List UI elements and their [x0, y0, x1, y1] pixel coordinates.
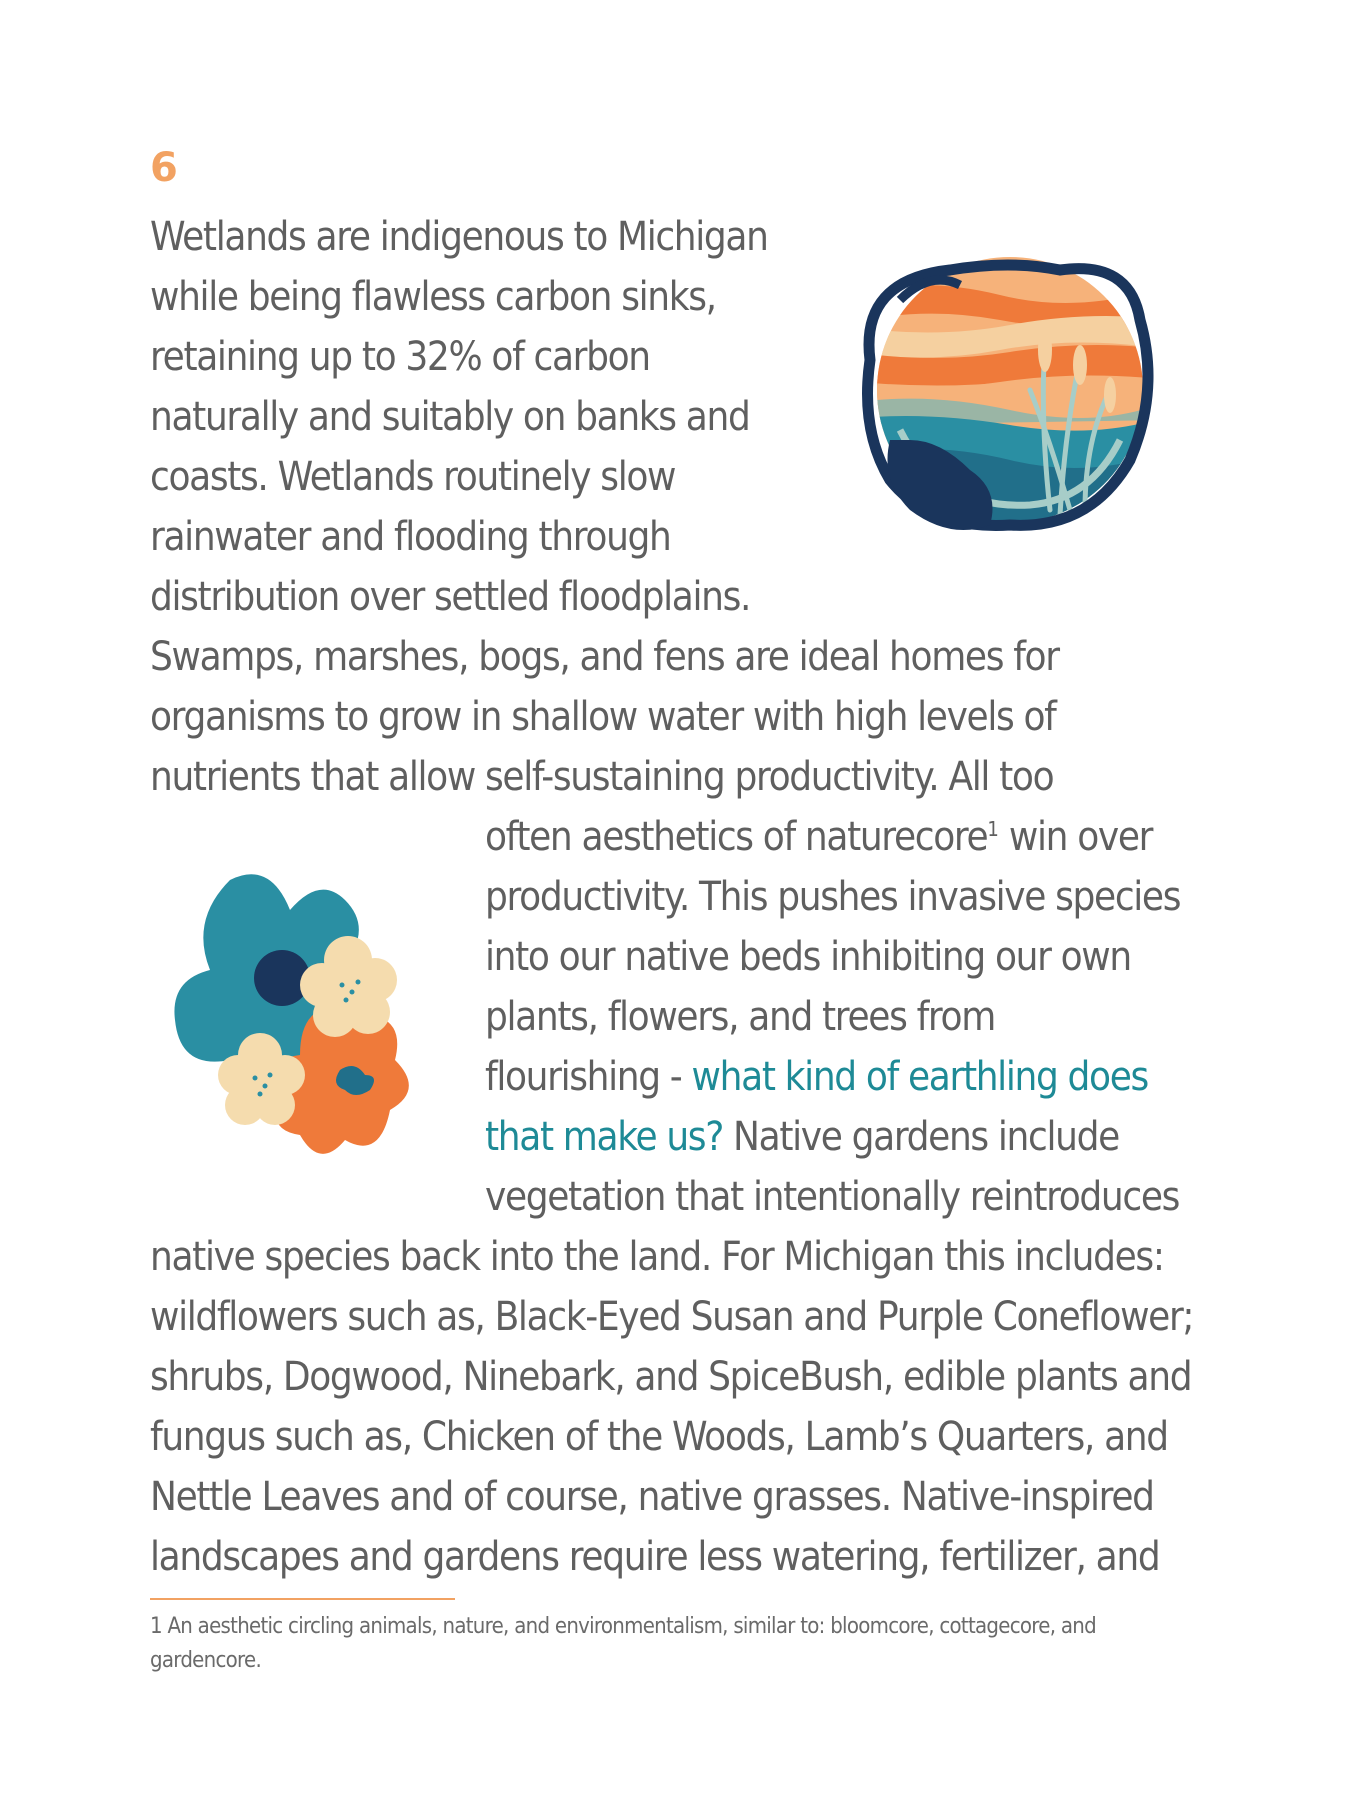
- footnote-rule: [150, 1598, 455, 1600]
- flowers-illustration: [170, 860, 440, 1190]
- body-line: coasts. Wetlands routinely slow: [150, 454, 676, 500]
- body-line: Nettle Leaves and of course, native grasses. Native-inspired: [150, 1474, 1154, 1520]
- footnote-line: 1 An aesthetic circling animals, nature, and environmentalism, similar to: bloomcore, cottagecore, and: [150, 1614, 1096, 1639]
- body-line: native species back into the land. For Michigan this includes:: [150, 1234, 1164, 1280]
- body-line: into our native beds inhibiting our own: [485, 934, 1131, 980]
- body-line: wildflowers such as, Black-Eyed Susan and Purple Coneflower;: [150, 1294, 1194, 1340]
- body-line: shrubs, Dogwood, Ninebark, and SpiceBush, edible plants and: [150, 1354, 1192, 1400]
- body-line: Wetlands are indigenous to Michigan: [150, 214, 768, 260]
- body-line: rainwater and flooding through: [150, 514, 671, 560]
- body-line: distribution over settled floodplains.: [150, 574, 751, 620]
- body-line: naturally and suitably on banks and: [150, 394, 750, 440]
- highlighted-question-end: that make us?: [485, 1114, 723, 1160]
- highlighted-question: what kind of earthling does: [691, 1054, 1148, 1100]
- body-line: landscapes and gardens require less watering, fertilizer, and: [150, 1534, 1160, 1580]
- body-line: vegetation that intentionally reintroduces: [485, 1174, 1180, 1220]
- wetland-sunset-illustration: [840, 240, 1170, 550]
- footnote-marker[interactable]: 1: [987, 817, 999, 841]
- body-line: nutrients that allow self-sustaining productivity. All too: [150, 754, 1054, 800]
- body-line: fungus such as, Chicken of the Woods, Lamb’s Quarters, and: [150, 1414, 1168, 1460]
- body-line: Swamps, marshes, bogs, and fens are ideal homes for: [150, 634, 1059, 680]
- body-line: flourishing - what kind of earthling does: [485, 1054, 1148, 1100]
- body-line: that make us? Native gardens include: [485, 1114, 1119, 1160]
- body-line: while being flawless carbon sinks,: [150, 274, 716, 320]
- footnote-line: gardencore.: [150, 1648, 262, 1673]
- body-line: retaining up to 32% of carbon: [150, 334, 650, 380]
- body-line: organisms to grow in shallow water with high levels of: [150, 694, 1056, 740]
- page-number: 6: [150, 145, 178, 191]
- body-line: productivity. This pushes invasive species: [485, 874, 1181, 920]
- body-line: plants, flowers, and trees from: [485, 994, 995, 1040]
- body-line: often aesthetics of naturecore$^1$ win over: [485, 814, 1153, 860]
